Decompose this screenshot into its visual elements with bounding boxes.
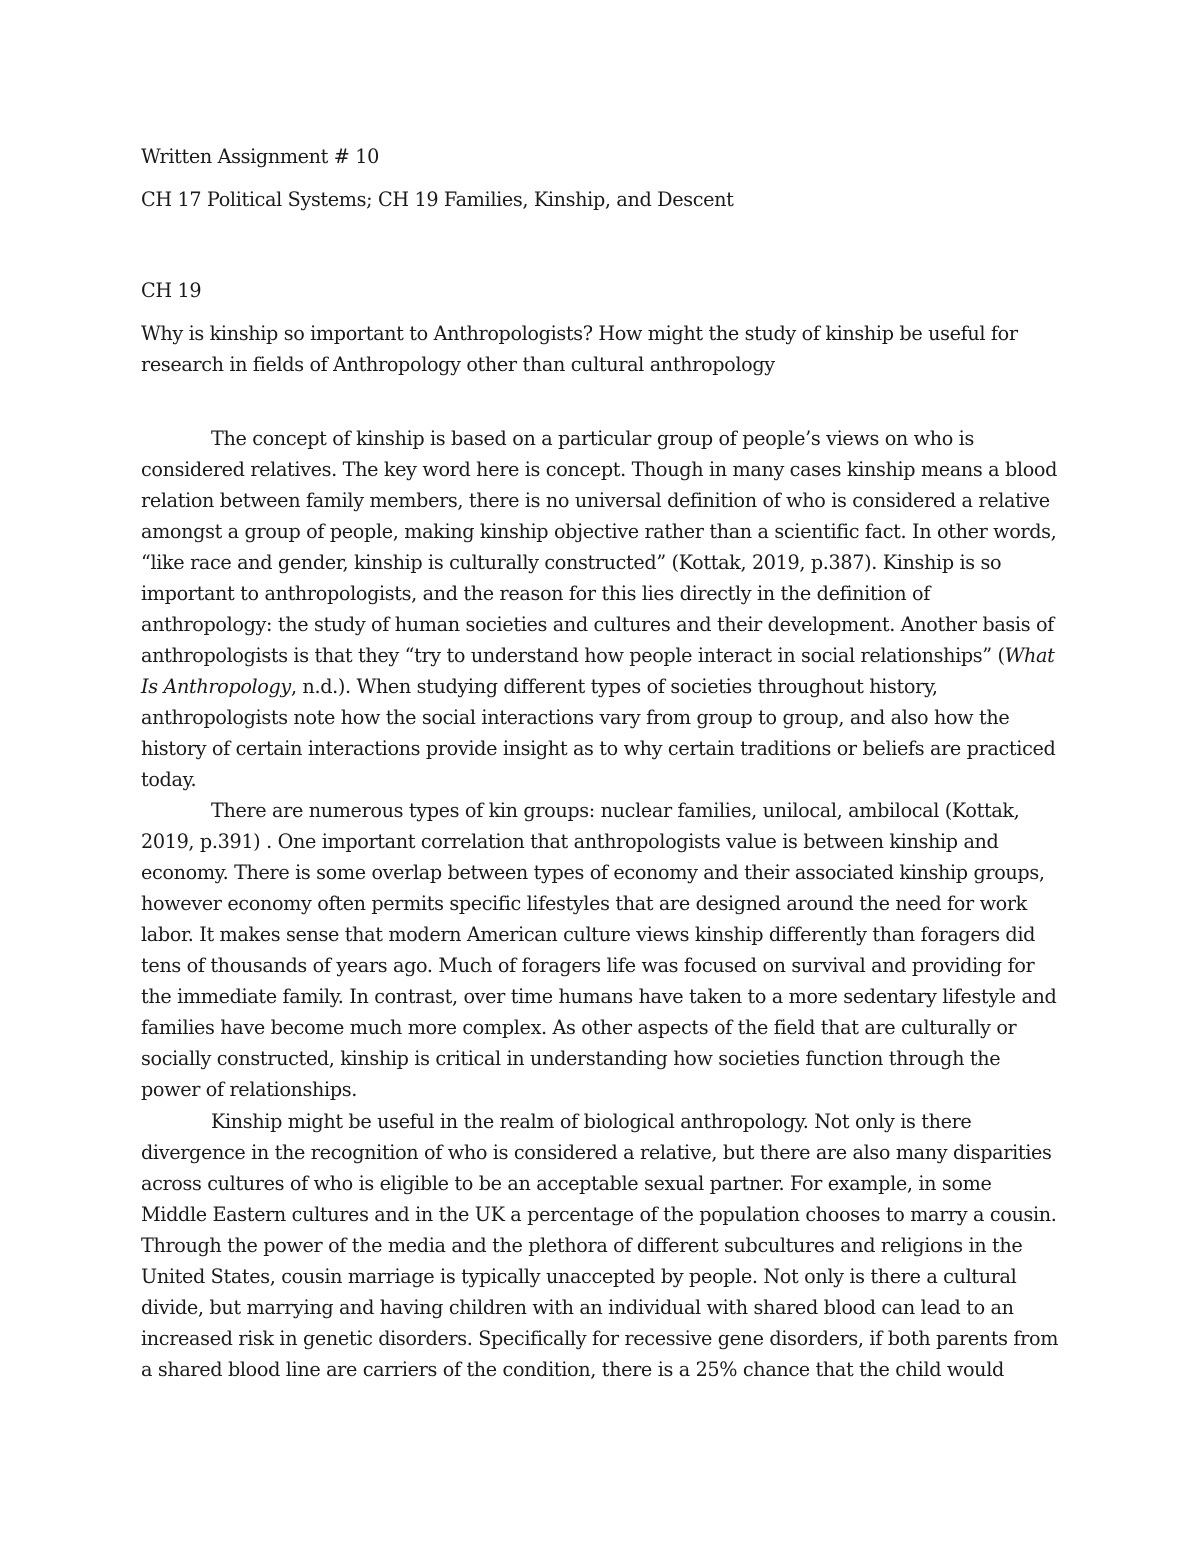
- citation-title: Is Anthropology: [141, 675, 291, 698]
- paragraph-line: There are numerous types of kin groups: nuclear families, unilocal, ambilocal (Kottak,: [211, 799, 1020, 822]
- paragraph-line: socially constructed, kinship is critical in understanding how societies function through the: [141, 1047, 1001, 1070]
- paragraph-line: “like race and gender, kinship is culturally constructed” (Kottak, 2019, p.387). Kinship is so: [141, 551, 1002, 574]
- paragraph-line: 2019, p.391) . One important correlation that anthropologists value is between kinship and: [141, 830, 999, 853]
- paragraph-line: however economy often permits specific lifestyles that are designed around the need for work: [141, 892, 1027, 915]
- paragraph-line: considered relatives. The key word here is concept. Though in many cases kinship means a blood: [141, 458, 1058, 481]
- paragraph-line: history of certain interactions provide insight as to why certain traditions or beliefs are practiced: [141, 737, 1056, 760]
- paragraph-line: across cultures of who is eligible to be an acceptable sexual partner. For example, in some: [141, 1172, 992, 1195]
- paragraph-line: anthropologists note how the social interactions vary from group to group, and also how the: [141, 706, 1010, 729]
- paragraph-line: [141, 644, 1055, 668]
- question-line: Why is kinship so important to Anthropologists? How might the study of kinship be useful for: [141, 322, 1018, 345]
- paragraph-line: increased risk in genetic disorders. Specifically for recessive gene disorders, if both parents from: [141, 1327, 1059, 1350]
- citation-title: What: [1004, 644, 1055, 667]
- paragraph-line: labor. It makes sense that modern American culture views kinship differently than foragers did: [141, 923, 1036, 946]
- paragraph-line: divide, but marrying and having children with an individual with shared blood can lead to an: [141, 1296, 1014, 1319]
- paragraph-text: anthropologists is that they “try to understand how people interact in social relationships” (: [141, 644, 1005, 667]
- paragraph-line: economy. There is some overlap between types of economy and their associated kinship groups,: [141, 861, 1045, 884]
- paragraph-line: Kinship might be useful in the realm of biological anthropology. Not only is there: [211, 1110, 972, 1133]
- paragraph-line: [141, 675, 938, 699]
- paragraph-line: amongst a group of people, making kinship objective rather than a scientific fact. In other words,: [141, 520, 1057, 543]
- assignment-title: Written Assignment # 10: [141, 145, 379, 168]
- paragraph-line: tens of thousands of years ago. Much of foragers life was focused on survival and providing for: [141, 954, 1035, 977]
- paragraph-text: , n.d.). When studying different types of societies throughout history,: [290, 675, 938, 698]
- paragraph-line: The concept of kinship is based on a particular group of people’s views on who is: [211, 427, 974, 450]
- paragraph-line: Through the power of the media and the plethora of different subcultures and religions in the: [141, 1234, 1023, 1257]
- paragraph-line: a shared blood line are carriers of the condition, there is a 25% chance that the child would: [141, 1358, 1004, 1381]
- paragraph-line: power of relationships.: [141, 1078, 358, 1101]
- paragraph-line: anthropology: the study of human societies and cultures and their development. Another basis of: [141, 613, 1054, 636]
- question-line: research in fields of Anthropology other than cultural anthropology: [141, 353, 775, 376]
- assignment-subtitle: CH 17 Political Systems; CH 19 Families, Kinship, and Descent: [141, 188, 734, 211]
- section-label: CH 19: [141, 279, 202, 302]
- paragraph-line: relation between family members, there is no universal definition of who is considered a relative: [141, 489, 1050, 512]
- paragraph-line: divergence in the recognition of who is considered a relative, but there are also many disparities: [141, 1141, 1052, 1164]
- paragraph-line: families have become much more complex. As other aspects of the field that are culturally or: [141, 1016, 1017, 1039]
- paragraph-line: United States, cousin marriage is typically unaccepted by people. Not only is there a cultural: [141, 1265, 1017, 1288]
- paragraph-line: today.: [141, 768, 197, 791]
- paragraph-line: Middle Eastern cultures and in the UK a percentage of the population chooses to marry a cousin.: [141, 1203, 1057, 1226]
- paragraph-line: important to anthropologists, and the reason for this lies directly in the definition of: [141, 582, 930, 605]
- paragraph-line: the immediate family. In contrast, over time humans have taken to a more sedentary lifestyle and: [141, 985, 1057, 1008]
